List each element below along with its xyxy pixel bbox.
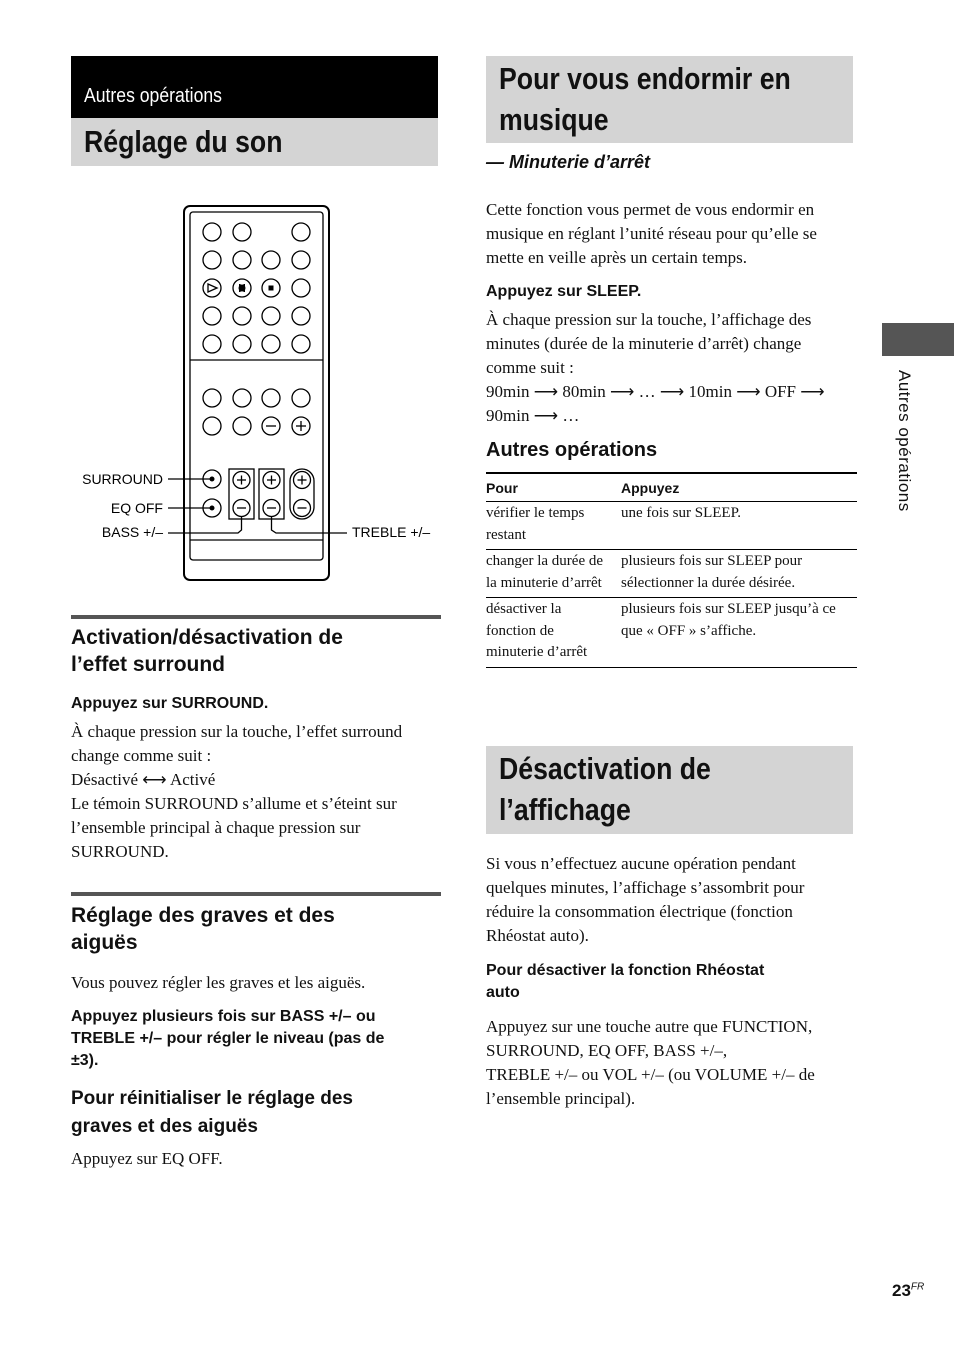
section-rule — [71, 615, 441, 619]
section-tag — [71, 56, 438, 118]
display-title: Désactivation de l’affichage — [499, 751, 711, 827]
table-header-cell: Appuyez — [621, 473, 857, 502]
sleep-sequence: 90min ⟶ 80min ⟶ … ⟶ 10min ⟶ OFF ⟶ — [486, 382, 825, 401]
ops-heading: Autres opérations — [486, 439, 658, 461]
bass-treble-heading: Réglage des graves et des aiguës — [71, 904, 335, 954]
table-cell: une fois sur SLEEP. — [621, 502, 857, 550]
sleep-body: À chaque pression sur la touche, l’affichage des minutes (durée de la minuterie d’arrêt) change comme suit : 90min ⟶ 80min ⟶ … ⟶ 10min ⟶ OFF ⟶ 90min ⟶ … — [486, 308, 858, 428]
side-tab-label: Autres opérations — [895, 370, 914, 512]
section-rule — [71, 892, 441, 896]
sleep-intro: Cette fonction vous permet de vous endormir en musique en réglant l’unité réseau pour qu’elle se mette en veille après un certain temps. — [486, 200, 817, 267]
bidirectional-arrow-icon: ⟷ — [142, 770, 167, 789]
section-tag-label: Autres opérations — [84, 85, 222, 107]
operations-table — [486, 472, 857, 668]
table-cell: changer la durée de la minuterie d’arrêt — [486, 550, 621, 598]
sleep-sequence: 90min ⟶ … — [486, 406, 580, 425]
table-header-cell: Pour — [486, 473, 621, 502]
title-box-sound — [71, 118, 438, 166]
display-body: Appuyez sur une touche autre que FUNCTION, SURROUND, EQ OFF, BASS +/–, TREBLE +/– ou VOL +/– (ou VOLUME +/– de l’ensemble principal). — [486, 1017, 815, 1108]
sleep-subtitle: — Minuterie d’arrêt — [486, 152, 651, 172]
table-row — [486, 502, 857, 550]
treble-label: TREBLE +/– — [352, 524, 431, 540]
surround-heading: Activation/désactivation de l’effet surround — [71, 626, 343, 676]
page-number: $23^{FR}$ — [892, 1281, 925, 1300]
display-sub-heading: Pour désactiver la fonction Rhéostat auto — [486, 962, 765, 1001]
bass-treble-instruction: Appuyez plusieurs fois sur BASS +/– ou TREBLE +/– pour régler le niveau (pas de ±3). — [71, 1008, 385, 1069]
surround-body: À chaque pression sur la touche, l’effet surround change comme suit : Désactivé ⟷ Activé Le témoin SURROUND s’allume et s’éteint sur l’ensemble principal à chaque pression sur SURROUND. — [71, 722, 403, 861]
table-cell: plusieurs fois sur SLEEP pour sélectionner la durée désirée. — [621, 550, 857, 598]
reset-body: Appuyez sur EQ OFF. — [71, 1149, 223, 1168]
page-title: Réglage du son — [84, 124, 283, 159]
table-row — [486, 598, 857, 668]
bass-treble-intro: Vous pouvez régler les graves et les aiguës. — [71, 973, 366, 992]
surround-instruction: Appuyez sur SURROUND. — [71, 695, 269, 712]
remote-control-illustration — [66, 200, 446, 586]
sleep-title: Pour vous endormir en musique — [499, 61, 791, 137]
eq-off-label: EQ OFF — [110, 500, 163, 516]
title-box-sleep — [486, 56, 853, 143]
reset-heading: Pour réinitialiser le réglage des graves et des aiguës — [71, 1088, 353, 1137]
table-cell: vérifier le temps restant — [486, 502, 621, 550]
table-row — [486, 550, 857, 598]
bass-label: BASS +/– — [101, 524, 163, 540]
display-intro: Si vous n’effectuez aucune opération pendant quelques minutes, l’affichage s’assombrit pour réduire la consommation électrique (fonction Rhéostat auto). — [486, 854, 805, 945]
table-header-row — [486, 473, 857, 502]
table-cell: plusieurs fois sur SLEEP jusqu’à ce que « OFF » s’affiche. — [621, 598, 857, 668]
surround-label: SURROUND — [82, 471, 163, 487]
side-tab-marker — [882, 323, 954, 356]
title-box-display — [486, 746, 853, 834]
sleep-instruction: Appuyez sur SLEEP. — [486, 283, 642, 300]
table-cell: désactiver la fonction de minuterie d’arrêt — [486, 598, 621, 668]
